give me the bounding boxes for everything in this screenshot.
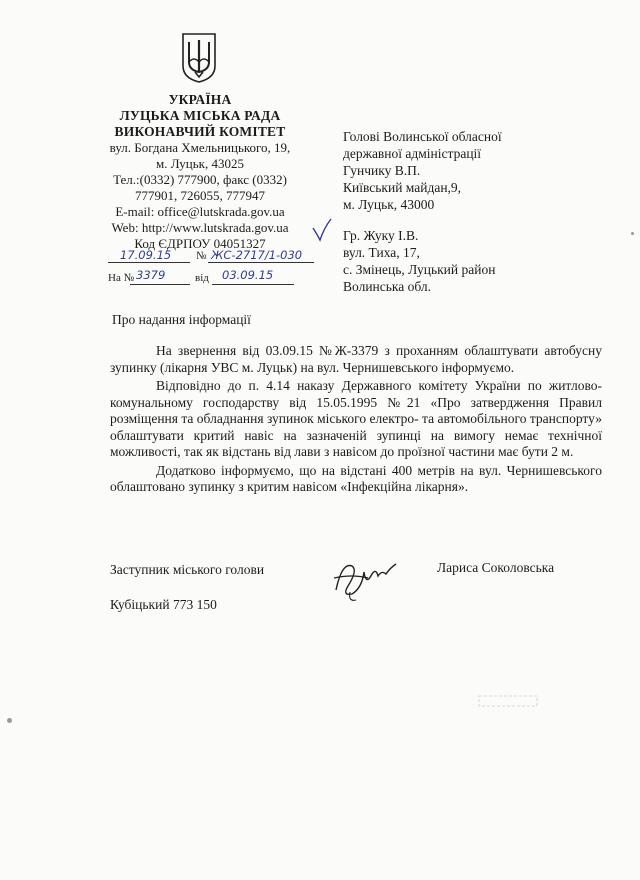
- primary-recipient: [343, 128, 502, 213]
- incoming-number: 3379: [136, 268, 166, 282]
- outgoing-number: ЖС-2717/1-030: [211, 248, 303, 262]
- phone-line-1: Тел.:(0332) 777900, факс (0332): [113, 172, 287, 187]
- punch-mark: [631, 232, 634, 235]
- letter-body: [110, 343, 602, 496]
- coat-of-arms-icon: [180, 32, 218, 84]
- handwritten-signature-icon: [328, 552, 400, 604]
- recipient-line: Гунчику В.П.: [343, 163, 421, 178]
- recipient-line: м. Луцьк, 43000: [343, 197, 435, 212]
- incoming-date-label: від: [195, 272, 209, 284]
- web-line: Web: http://www.lutskrada.gov.ua: [111, 220, 289, 235]
- recipient-line: Голові Волинської обласної: [343, 129, 502, 144]
- secondary-recipient: [343, 227, 495, 295]
- incoming-date: 03.09.15: [222, 268, 274, 282]
- body-paragraph: На звернення від 03.09.15 №Ж-3379 з проханням облаштувати автобусну зупинку (лікарня УВС м. Луцьк) на вул. Чернишевського інформуємо.: [110, 343, 602, 375]
- executor-line: Кубіцький 773 150: [110, 597, 217, 612]
- recipient-line: Київський майдан,9,: [343, 180, 462, 195]
- letter-subject: Про надання інформації: [112, 312, 251, 327]
- recipient-line: вул. Тиха, 17,: [343, 245, 420, 260]
- signatory-title: Заступник міського голови: [110, 562, 265, 577]
- recipient-line: Волинська обл.: [343, 279, 432, 294]
- city-address: м. Луцьк, 43025: [156, 156, 244, 171]
- recipient-line: державної адміністрації: [343, 146, 482, 161]
- council-name: ЛУЦЬКА МІСЬКА РАДА: [119, 108, 281, 123]
- street-address: вул. Богдана Хмельницького, 19,: [109, 140, 291, 155]
- committee-name: ВИКОНАВЧИЙ КОМІТЕТ: [114, 124, 286, 139]
- recipient-line: с. Змінець, Луцький район: [343, 262, 496, 277]
- country-name: УКРАЇНА: [168, 92, 232, 107]
- email-line: E-mail: office@lutskrada.gov.ua: [115, 204, 285, 219]
- checkmark-icon: [311, 218, 333, 242]
- edrpou-code: Код ЄДРПОУ 04051327: [134, 236, 266, 251]
- phone-line-2: 777901, 726055, 777947: [135, 188, 265, 203]
- outgoing-date: 17.09.15: [120, 248, 172, 262]
- recipient-line: Гр. Жуку І.В.: [343, 228, 419, 243]
- faded-stamp-icon: [478, 694, 538, 708]
- body-paragraph: Відповідно до п. 4.14 наказу Державного комітету України по житлово-комунальному господарству від 15.05.1995 №21 «Про затвердження Правил розміщення та обладнання зупинок міського електро- та автомобільного транспорту» облаштувати критий навіс на зазначеній зупинці на вимогу немає технічної можливості, так як відстань від лави з навісом до проїзної частини має бути 2 м.: [110, 378, 602, 459]
- incoming-number-label: На №: [108, 272, 135, 284]
- punch-mark: [7, 718, 12, 723]
- letterhead: [95, 92, 305, 252]
- signatory-name: Лариса Соколовська: [437, 560, 555, 575]
- body-paragraph: Додатково інформуємо, що на відстані 400 метрів на вул. Чернишевського облаштовано зупинку з критим навісом «Інфекційна лікарня».: [110, 462, 602, 494]
- outgoing-number-label: №: [196, 250, 207, 262]
